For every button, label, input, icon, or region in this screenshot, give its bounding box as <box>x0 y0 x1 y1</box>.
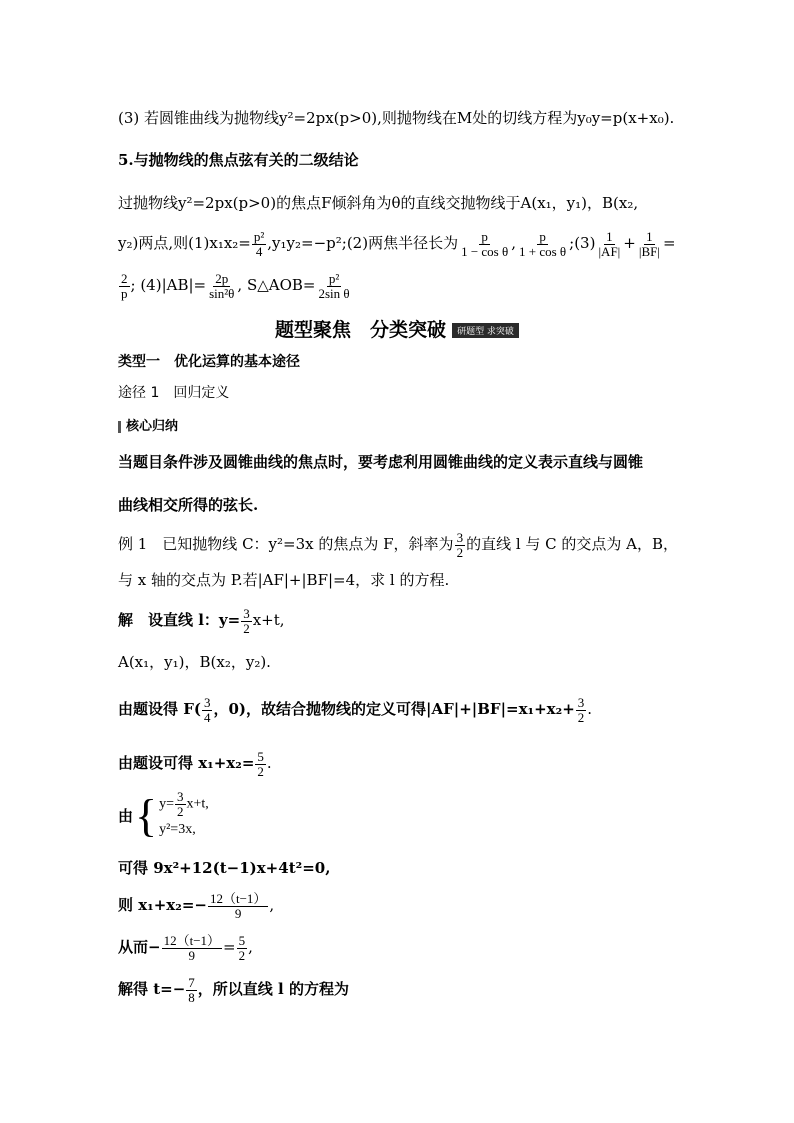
denominator: 2 <box>243 620 250 636</box>
text: 的直线 l 与 C 的交点为 A，B， <box>466 535 679 553</box>
text: , S△AOB= <box>237 276 316 294</box>
solution-g <box>118 888 274 922</box>
text: ，所以直线 l 的方程为 <box>197 980 349 998</box>
numerator: p <box>539 228 546 244</box>
line-tangent: (3) 若圆锥曲线为抛物线y²=2px(p>0),则抛物线在M处的切线方程为y₀y=p(x+x₀). <box>118 109 675 127</box>
fraction <box>175 790 186 819</box>
text: 例 1 已知抛物线 C：y²=3x 的焦点为 F，斜率为 <box>118 535 454 553</box>
text: . <box>587 700 593 718</box>
denominator: 9 <box>188 947 196 963</box>
numerator: 2 <box>121 270 128 286</box>
denominator: 4 <box>203 709 211 725</box>
fraction <box>459 230 510 259</box>
numerator: 7 <box>188 974 195 990</box>
numerator: 3 <box>203 694 211 710</box>
denominator: 2 <box>238 947 246 963</box>
para-focal-chord-1: 过抛物线y²=2px(p>0)的焦点F倾斜角为θ的直线交抛物线于A(x₁，y₁)，B(x₂, <box>118 194 639 212</box>
numerator: 2p <box>215 270 229 286</box>
numerator: 12（t−1） <box>209 890 267 906</box>
text: 由题设可得 x₁+x₂= <box>118 754 255 772</box>
numerator: p <box>481 228 488 244</box>
text: 则 x₁+x₂=− <box>118 896 207 914</box>
fraction <box>576 696 587 725</box>
fraction <box>202 696 213 725</box>
fraction <box>316 272 351 301</box>
tag-text: 核心归纳 <box>126 419 179 434</box>
text: , <box>269 896 275 914</box>
text: ; (4)|AB|= <box>130 276 207 294</box>
numerator: 3 <box>456 529 464 545</box>
equals: = <box>223 938 236 956</box>
solution-h <box>118 930 253 964</box>
fraction <box>162 934 222 963</box>
fraction <box>637 230 662 259</box>
core-text-2: 曲线相交所得的弦长. <box>118 496 259 514</box>
example-1-b: 与 x 轴的交点为 P.若|AF|+|BF|=4，求 l 的方程. <box>118 571 450 589</box>
heading-focal-chord: 5.与抛物线的焦点弦有关的二级结论 <box>118 151 359 169</box>
solution-i <box>118 972 349 1006</box>
tag-bar <box>118 421 121 433</box>
numerator: 1 <box>606 228 613 244</box>
solution-f <box>118 858 330 878</box>
fraction <box>255 750 266 779</box>
denominator: |BF| <box>638 243 660 259</box>
section-title <box>0 315 794 342</box>
text: 从而− <box>118 938 161 956</box>
text: 可得 9x²+12(t−1)x+4t²=0, <box>118 859 331 877</box>
text: y₂)两点,则(1)x₁x₂= <box>118 234 251 252</box>
denominator: |AF| <box>598 243 621 259</box>
text: ,y₁y₂=−p²;(2)两焦半径长为 <box>267 234 459 252</box>
denominator: p <box>121 285 128 301</box>
denominator: 2 <box>177 804 184 819</box>
para-focal-chord-3 <box>118 268 353 302</box>
numerator: 3 <box>243 605 250 621</box>
core-text-1: 当题目条件涉及圆锥曲线的焦点时，要考虑利用圆锥曲线的定义表示直线与圆锥 <box>118 453 644 471</box>
denominator: 1 − cos θ <box>461 243 509 259</box>
fraction <box>207 272 236 301</box>
fraction <box>517 230 568 259</box>
numerator: p² <box>328 270 340 286</box>
system-lines <box>159 790 209 841</box>
denominator: 2 <box>577 709 585 725</box>
text: 解 设直线 l：y= <box>118 611 241 629</box>
text: 解得 t=− <box>118 980 186 998</box>
solution-b: A(x₁，y₁)，B(x₂，y₂). <box>118 653 271 671</box>
denominator: 8 <box>188 989 195 1005</box>
fraction <box>237 934 248 963</box>
left-brace: { <box>135 789 158 841</box>
text: , <box>248 938 253 956</box>
numerator: 12（t−1） <box>163 932 221 948</box>
numerator: 5 <box>257 748 264 764</box>
text: ;(3) <box>569 234 596 252</box>
core-tag <box>118 415 178 434</box>
title-badge: 研题型 求突破 <box>452 323 519 338</box>
path-heading: 途径 1 回归定义 <box>118 385 230 401</box>
denominator: 1 + cos θ <box>519 243 567 259</box>
denominator: sin²θ <box>209 285 235 301</box>
numerator: 1 <box>646 228 653 244</box>
solution-c <box>118 692 592 726</box>
numerator: 3 <box>577 694 585 710</box>
fraction <box>455 531 466 560</box>
title-text: 题型聚焦 分类突破 <box>275 319 447 341</box>
type-heading: 类型一 优化运算的基本途径 <box>118 354 300 370</box>
denominator: 4 <box>255 243 263 259</box>
text: , <box>511 234 516 252</box>
solution-d <box>118 746 272 780</box>
numerator: 3 <box>177 789 184 804</box>
text: x+t, <box>252 611 285 629</box>
example-1-a <box>118 527 678 561</box>
denominator: 2sin θ <box>318 285 350 301</box>
equation-system <box>118 790 209 841</box>
fraction <box>186 976 197 1005</box>
fraction <box>596 230 622 259</box>
solution-a <box>118 603 285 637</box>
para-focal-chord-2: y₂)两点,则(1)x₁x₂= $\frac{\text{p²}}{4}$ ,y₁y₂=−p²;(2)两焦半径长为 $\frac{p}{\text{1 − cos θ}}$ , $\frac{p}{\text{1 + cos θ}}$ ;(3) $\frac{1}{|AF|}$ + $\frac{1}{|BF|}$ = <box>118 228 676 259</box>
denominator: 2 <box>456 544 464 560</box>
fraction <box>119 272 130 301</box>
fraction <box>252 230 266 259</box>
system-line-1 <box>159 790 209 819</box>
text: 由 <box>118 807 134 825</box>
text: 由题设得 F( <box>118 700 201 718</box>
numerator: 5 <box>238 932 246 948</box>
denominator: 9 <box>234 905 242 921</box>
fraction <box>208 892 268 921</box>
text: ，0)，故结合抛物线的定义可得|AF|+|BF|=x₁+x₂+ <box>213 700 575 718</box>
denominator: 2 <box>257 763 264 779</box>
system-line-2: y²=3x, <box>159 822 196 837</box>
fraction <box>241 607 252 636</box>
numerator: p² <box>253 228 265 244</box>
text: y= <box>159 796 175 812</box>
text: x+t, <box>186 796 209 812</box>
equals: = <box>662 234 676 252</box>
text: . <box>266 754 272 772</box>
